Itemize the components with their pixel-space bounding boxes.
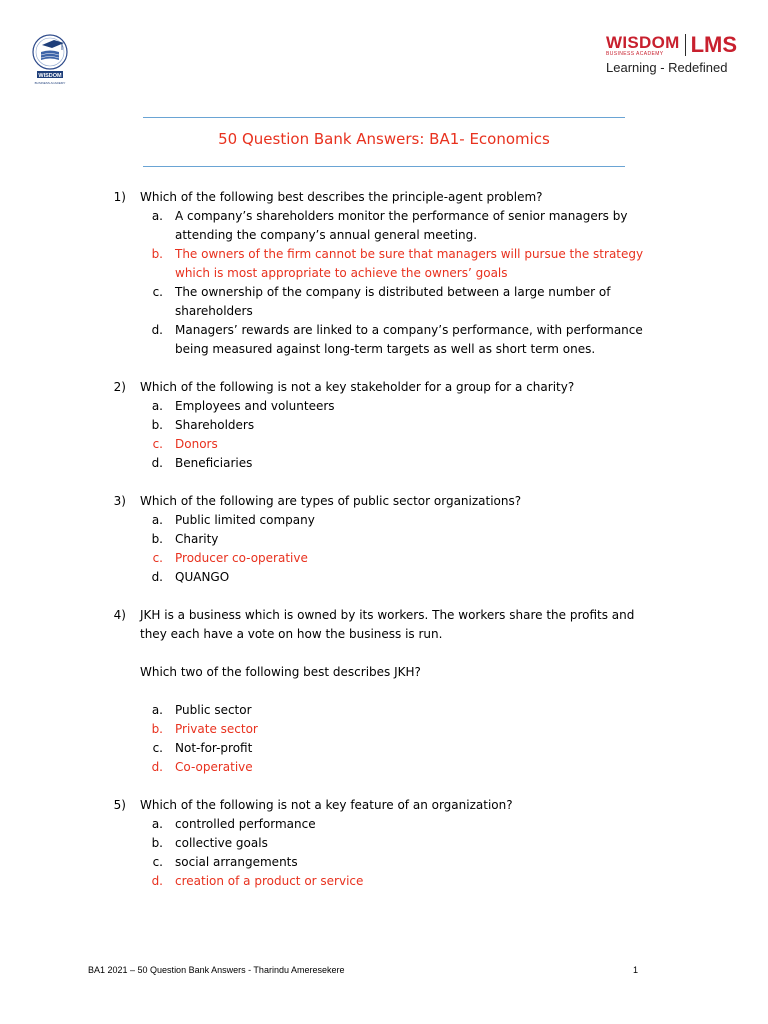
- brand-sub: BUSINESS ACADEMY: [606, 50, 664, 57]
- option-text: controlled performance: [175, 817, 316, 831]
- option-letter: c.: [152, 285, 163, 299]
- option-item: [0, 321, 768, 359]
- option-letter: d.: [151, 456, 163, 470]
- option-letter: a.: [151, 513, 163, 527]
- question-row: [0, 796, 768, 815]
- brand-wisdom-group: [606, 34, 680, 57]
- option-item: [0, 283, 768, 321]
- option-text: A company’s shareholders monitor the performance of senior managers by attending the company’s annual general meeting.: [175, 209, 628, 242]
- question-number: 4): [113, 608, 126, 622]
- option-letter: a.: [151, 399, 163, 413]
- option-item: [0, 530, 768, 549]
- option-text: Not-for-profit: [175, 741, 253, 755]
- wisdom-crest-icon: [28, 30, 72, 90]
- option-text: The owners of the firm cannot be sure that managers will pursue the strategy which is most appropriate to achieve the owners’ goals: [175, 247, 644, 280]
- option-text: The ownership of the company is distributed between a large number of shareholders: [175, 285, 611, 318]
- option-letter: b.: [151, 836, 163, 850]
- option-text: Public limited company: [175, 513, 315, 527]
- question-row: [0, 188, 768, 207]
- option-item: [0, 397, 768, 416]
- brand-divider: [685, 34, 686, 56]
- option-item: [0, 207, 768, 245]
- option-text: Public sector: [175, 703, 252, 717]
- option-letter: c.: [152, 855, 163, 869]
- question-item: [0, 378, 768, 473]
- question-row: [0, 606, 768, 644]
- question-list: [0, 188, 768, 910]
- correct-option: [0, 435, 768, 454]
- option-text: Producer co-operative: [175, 551, 308, 565]
- correct-option: [0, 872, 768, 891]
- option-text: QUANGO: [175, 570, 230, 584]
- option-text: Co-operative: [175, 760, 253, 774]
- question-row: [0, 492, 768, 511]
- option-letter: d.: [151, 570, 163, 584]
- option-item: [0, 416, 768, 435]
- option-item: [0, 454, 768, 473]
- question-number: 5): [113, 798, 126, 812]
- option-text: collective goals: [175, 836, 268, 850]
- question-item: [0, 606, 768, 777]
- title-top-rule: [143, 117, 625, 118]
- option-letter: c.: [152, 551, 163, 565]
- option-text: Charity: [175, 532, 219, 546]
- option-text: creation of a product or service: [175, 874, 364, 888]
- wisdom-academy-logo: [28, 30, 72, 90]
- correct-option: [0, 245, 768, 283]
- option-text: Managers’ rewards are linked to a company’s performance, with performance being measured against long-term targets as well as short term ones.: [175, 323, 643, 356]
- question-number: 1): [113, 190, 126, 204]
- page-title: 50 Question Bank Answers: BA1- Economics: [218, 130, 550, 148]
- option-letter: b.: [151, 722, 163, 736]
- option-letter: b.: [151, 532, 163, 546]
- question-item: [0, 188, 768, 359]
- option-text: social arrangements: [175, 855, 298, 869]
- option-text: Employees and volunteers: [175, 399, 335, 413]
- option-text: Shareholders: [175, 418, 255, 432]
- page-number: 1: [632, 965, 638, 975]
- option-letter: d.: [151, 323, 163, 337]
- option-letter: d.: [151, 874, 163, 888]
- brand-row: [606, 34, 746, 56]
- option-item: [0, 739, 768, 758]
- question-text: Which of the following are types of public sector organizations?: [140, 494, 522, 508]
- title-bottom-rule: [143, 166, 625, 167]
- question-number: 2): [113, 380, 126, 394]
- page-footer: [88, 965, 638, 975]
- option-item: [0, 815, 768, 834]
- option-letter: a.: [151, 817, 163, 831]
- left-logo-subtext: BUSINESS ACADEMY: [34, 81, 66, 85]
- footer-text: BA1 2021 – 50 Question Bank Answers - Tharindu Ameresekere: [88, 965, 345, 975]
- option-letter: b.: [151, 418, 163, 432]
- option-letter: a.: [151, 209, 163, 223]
- question-text: JKH is a business which is owned by its workers. The workers share the profits and they each have a vote on how the business is run.: [140, 608, 635, 641]
- wisdom-lms-logo: [606, 34, 746, 78]
- correct-option: [0, 758, 768, 777]
- correct-option: [0, 549, 768, 568]
- question-followup: Which two of the following best describes JKH?: [140, 665, 421, 679]
- option-item: [0, 853, 768, 872]
- option-item: [0, 511, 768, 530]
- option-letter: b.: [151, 247, 163, 261]
- left-logo-text: WISDOM: [38, 73, 62, 79]
- question-number: 3): [113, 494, 126, 508]
- brand-lms: LMS: [690, 32, 738, 57]
- option-item: [0, 701, 768, 720]
- brand-tagline: Learning - Redefined: [606, 60, 728, 75]
- option-letter: c.: [152, 437, 163, 451]
- question-item: [0, 796, 768, 891]
- option-item: [0, 568, 768, 587]
- correct-option: [0, 720, 768, 739]
- question-text: Which of the following is not a key feature of an organization?: [140, 798, 513, 812]
- question-row: [0, 378, 768, 397]
- question-item: [0, 492, 768, 587]
- option-letter: c.: [152, 741, 163, 755]
- question-text: Which of the following best describes the principle-agent problem?: [140, 190, 543, 204]
- option-text: Donors: [175, 437, 218, 451]
- option-letter: d.: [151, 760, 163, 774]
- brand-wisdom: WISDOM: [606, 32, 680, 52]
- option-letter: a.: [151, 703, 163, 717]
- option-text: Private sector: [175, 722, 258, 736]
- option-item: [0, 834, 768, 853]
- question-text: Which of the following is not a key stakeholder for a group for a charity?: [140, 380, 575, 394]
- option-text: Beneficiaries: [175, 456, 253, 470]
